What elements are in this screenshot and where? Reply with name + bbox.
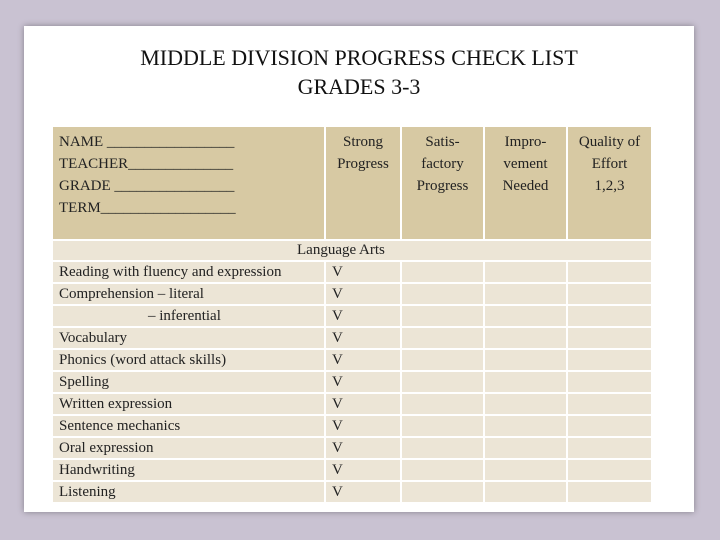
column-header-line: Effort (591, 156, 628, 172)
table-row (53, 416, 651, 436)
skill-label-cell (53, 306, 324, 326)
effort-cell (568, 306, 651, 326)
column-header-line: Impro- (504, 134, 547, 150)
skill-label-cell (53, 262, 324, 282)
effort-cell (568, 482, 651, 502)
skill-label: Handwriting (59, 462, 135, 478)
check-mark: V (332, 396, 343, 412)
strong-progress-cell (326, 394, 400, 414)
skill-label: Written expression (59, 396, 173, 412)
table-row (53, 394, 651, 414)
strong-progress-cell (326, 328, 400, 348)
check-mark: V (332, 352, 343, 368)
satisfactory-cell (402, 482, 483, 502)
effort-cell (568, 328, 651, 348)
skill-label-cell (53, 416, 324, 436)
check-mark: V (332, 330, 343, 346)
satisfactory-cell (402, 350, 483, 370)
strong-progress-cell (326, 438, 400, 458)
effort-cell (568, 350, 651, 370)
effort-cell (568, 460, 651, 480)
checklist-table (53, 127, 677, 503)
skill-label: Oral expression (59, 440, 154, 456)
name-field: NAME _________________ (59, 134, 235, 150)
improvement-cell (485, 438, 566, 458)
improvement-cell (485, 350, 566, 370)
improvement-cell (485, 328, 566, 348)
skill-label: Comprehension – literal (59, 286, 204, 302)
improvement-cell (485, 394, 566, 414)
satisfactory-cell (402, 394, 483, 414)
improvement-cell (485, 482, 566, 502)
table-row (53, 438, 651, 458)
check-mark: V (332, 264, 343, 280)
satisfactory-cell (402, 306, 483, 326)
effort-cell (568, 372, 651, 392)
satisfactory-cell (402, 262, 483, 282)
skill-rows (53, 262, 651, 504)
column-header-line: factory (421, 156, 464, 172)
section-row (53, 241, 651, 260)
skill-label-cell (53, 350, 324, 370)
strong-progress-cell (326, 460, 400, 480)
column-header-line: vement (503, 156, 548, 172)
grade-field: GRADE ________________ (59, 178, 235, 194)
improvement-cell (485, 306, 566, 326)
improvement-cell (485, 284, 566, 304)
student-info-cell (53, 127, 324, 239)
title-line-2: GRADES 3-3 (297, 74, 421, 99)
strong-progress-cell (326, 284, 400, 304)
table-row (53, 350, 651, 370)
strong-progress-cell (326, 482, 400, 502)
satisfactory-cell (402, 416, 483, 436)
skill-label: Reading with fluency and expression (59, 264, 282, 280)
table-row (53, 372, 651, 392)
improvement-cell (485, 372, 566, 392)
skill-label-cell (53, 460, 324, 480)
column-header-line: Progress (337, 156, 389, 172)
table-row (53, 306, 651, 326)
improvement-cell (485, 262, 566, 282)
skill-label: Sentence mechanics (59, 418, 181, 434)
column-header-satisfactory-progress (402, 127, 483, 239)
satisfactory-cell (402, 460, 483, 480)
check-mark: V (332, 308, 343, 324)
table-row (53, 284, 651, 304)
skill-label-cell (53, 394, 324, 414)
skill-label: Spelling (59, 374, 110, 390)
check-mark: V (332, 462, 343, 478)
table-row (53, 460, 651, 480)
effort-cell (568, 416, 651, 436)
strong-progress-cell (326, 306, 400, 326)
skill-label-cell (53, 482, 324, 502)
table-header (53, 127, 677, 239)
skill-label-cell (53, 284, 324, 304)
table-row (53, 482, 651, 502)
strong-progress-cell (326, 350, 400, 370)
effort-cell (568, 284, 651, 304)
check-mark: V (332, 374, 343, 390)
satisfactory-cell (402, 328, 483, 348)
skill-label: Phonics (word attack skills) (59, 352, 227, 368)
strong-progress-cell (326, 372, 400, 392)
section-title: Language Arts (297, 242, 385, 258)
strong-progress-cell (326, 416, 400, 436)
column-header-line: Satis- (425, 134, 460, 150)
column-header-line: Needed (502, 178, 549, 194)
skill-label-cell (53, 438, 324, 458)
skill-label: Listening (59, 484, 116, 500)
improvement-cell (485, 416, 566, 436)
column-header-improvement-needed (485, 127, 566, 239)
effort-cell (568, 438, 651, 458)
teacher-field: TEACHER______________ (59, 156, 234, 172)
table-row (53, 328, 651, 348)
column-header-line: 1,2,3 (594, 178, 625, 194)
check-mark: V (332, 418, 343, 434)
column-header-quality-of-effort (568, 127, 651, 239)
term-field: TERM__________________ (59, 200, 236, 216)
satisfactory-cell (402, 372, 483, 392)
strong-progress-cell (326, 262, 400, 282)
satisfactory-cell (402, 438, 483, 458)
page-title (24, 43, 694, 101)
effort-cell (568, 262, 651, 282)
skill-label-cell (53, 372, 324, 392)
check-mark: V (332, 484, 343, 500)
skill-label: Vocabulary (59, 330, 128, 346)
column-header-line: Quality of (578, 134, 641, 150)
column-header-line: Progress (416, 178, 469, 194)
title-line-1: MIDDLE DIVISION PROGRESS CHECK LIST (140, 45, 578, 70)
check-mark: V (332, 286, 343, 302)
check-mark: V (332, 440, 343, 456)
column-header-strong-progress (326, 127, 400, 239)
skill-label-cell (53, 328, 324, 348)
improvement-cell (485, 460, 566, 480)
column-header-line: Strong (342, 134, 383, 150)
effort-cell (568, 394, 651, 414)
satisfactory-cell (402, 284, 483, 304)
table-row (53, 262, 651, 282)
skill-label: – inferential (148, 308, 221, 324)
